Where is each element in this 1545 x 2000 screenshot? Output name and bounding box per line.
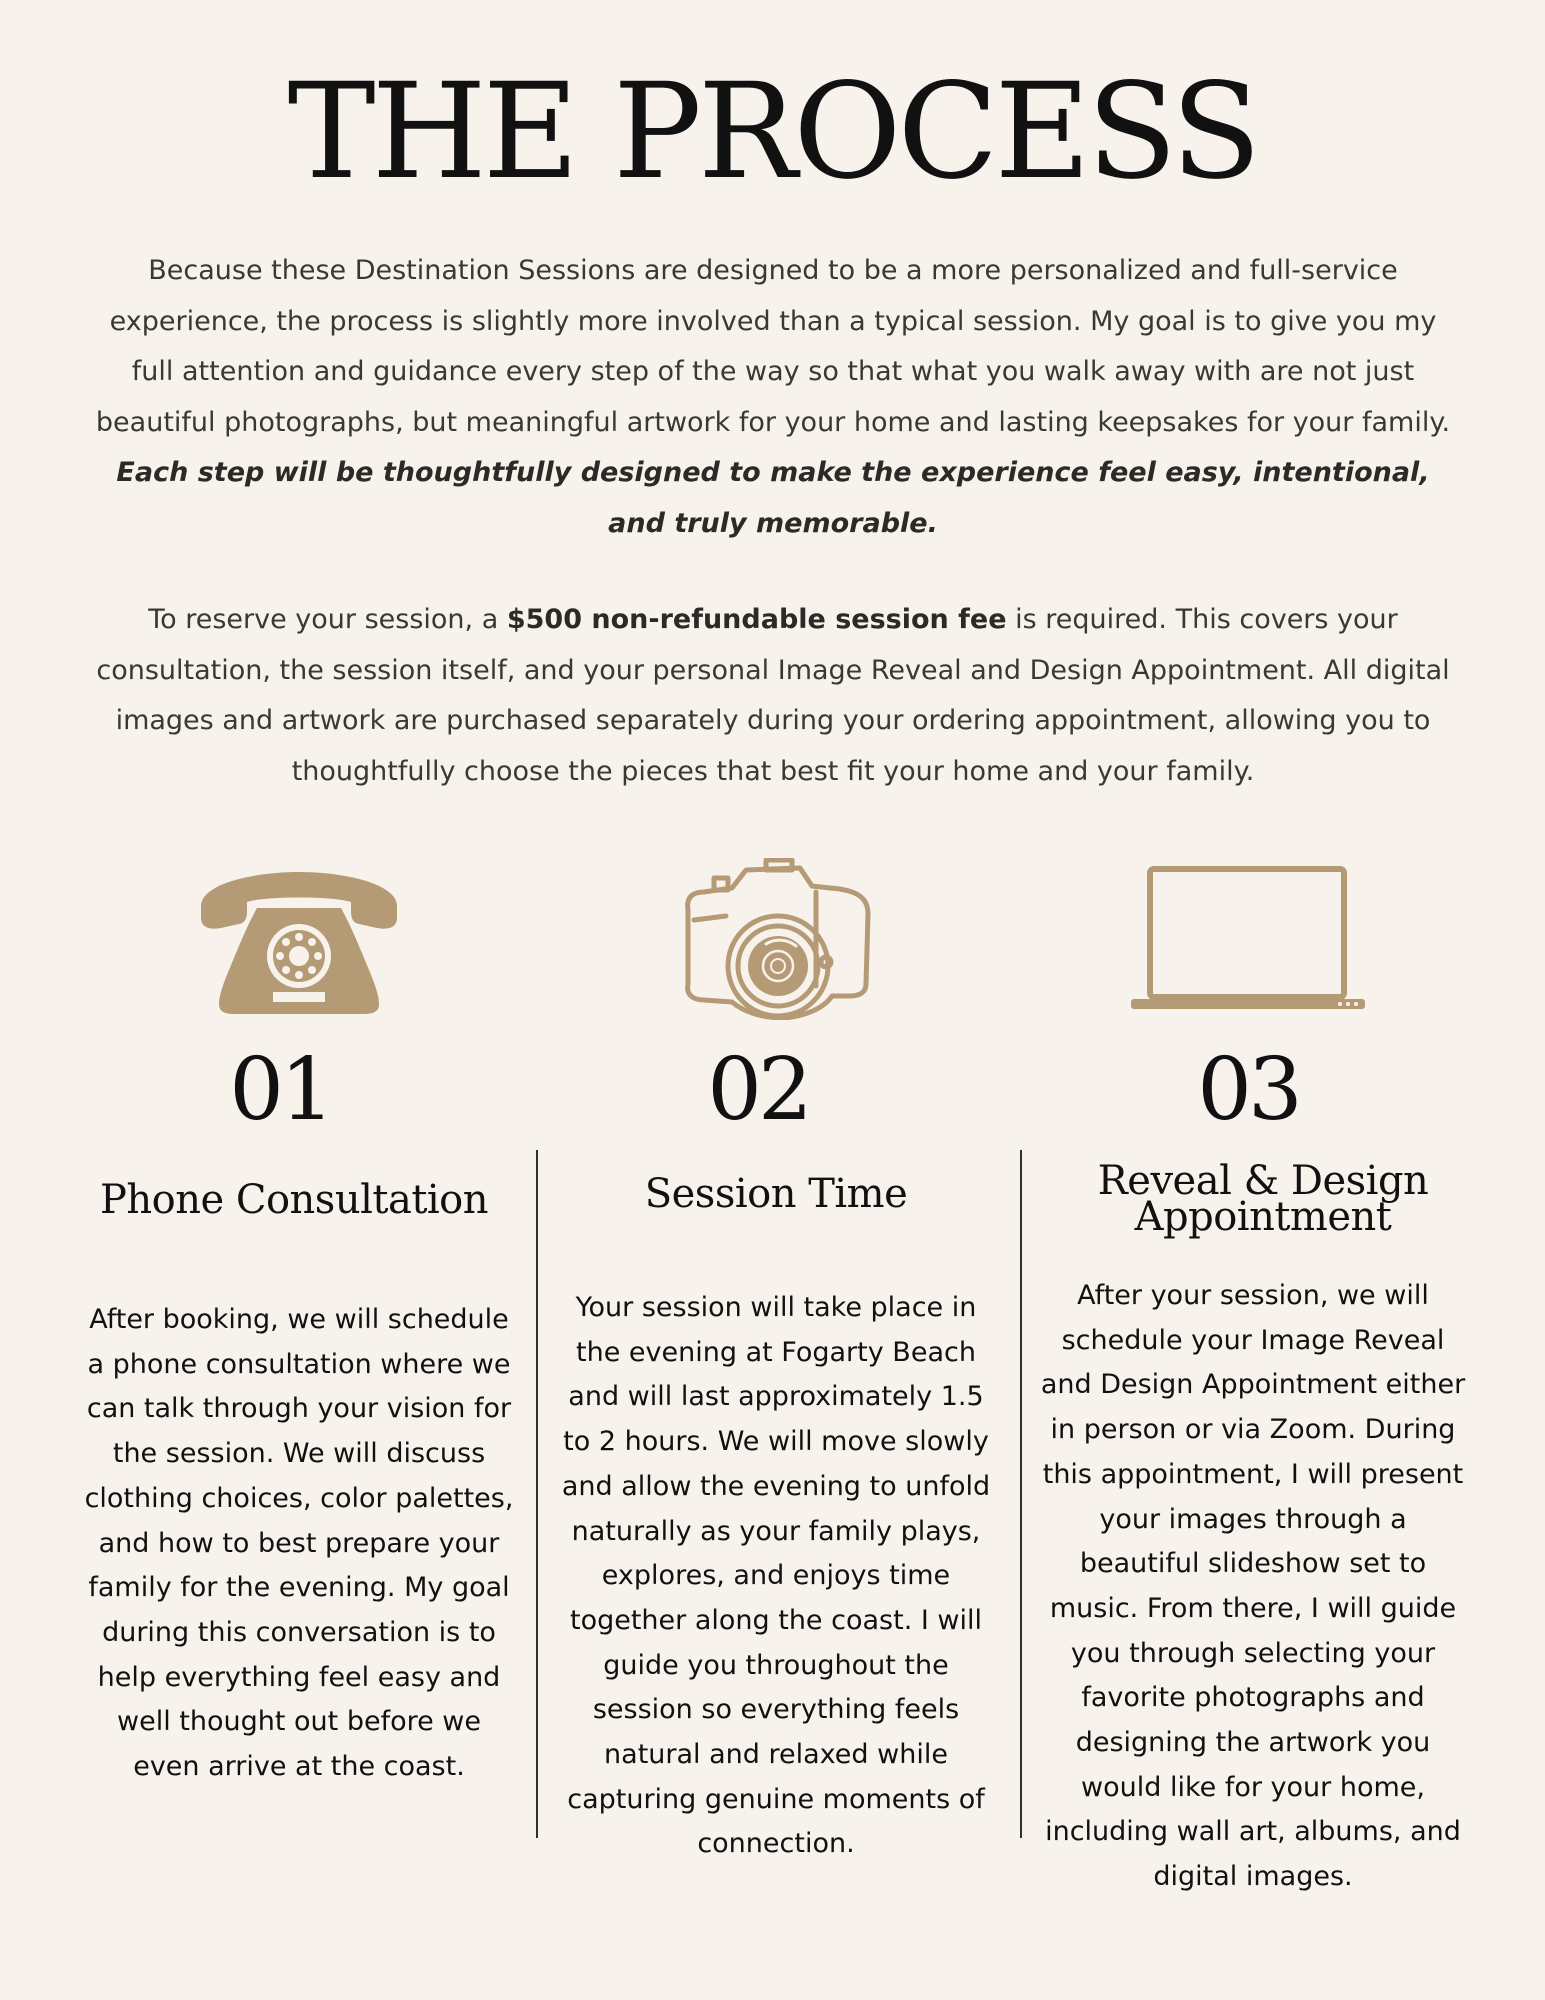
step-title-reveal-design: Reveal & Design Appointment (1097, 1158, 1429, 1240)
step-title-session-time: Session Time (644, 1171, 908, 1217)
camera-icon (680, 858, 874, 1020)
intro-paragraph (88, 246, 1458, 549)
column-divider (536, 1150, 538, 1838)
fee-paragraph (88, 595, 1458, 797)
intro-text: Because these Destination Sessions are designed to be a more personalized and full-service experience, the process is slightly more involved than a typical session. My goal is to give you my full attention and guidance every step of the way so that what you walk away with are not just beautiful photographs, but meaningful artwork for your home and lasting keepsakes for your family. (95, 255, 1451, 438)
laptop-icon (1128, 866, 1368, 1012)
fee-text-after: is required. This covers your consultation, the session itself, and your personal Image Reveal and Design Appointment. All digital images and artwork are purchased separately during your ordering appointment, allowing you to thoughtfully choose the pieces that best fit your home and your family. (96, 604, 1450, 787)
column-divider (1020, 1150, 1022, 1838)
page-title: THE PROCESS (287, 55, 1258, 209)
intro-emphasis: Each step will be thoughtfully designed to make the experience feel easy, intentional, and truly memorable. (116, 457, 1430, 539)
step-body-reveal-design: After your session, we will schedule your Image Reveal and Design Appointment either in person or via Zoom. During this appointment, I will present your images through a beautiful slideshow set to music. From there, I will guide you through selecting your favorite photographs and designing the artwork you would like for your home, including wall art, albums, and digital images. (1040, 1280, 1466, 1893)
step-number-02: 02 (707, 1040, 809, 1140)
step-number-01: 01 (229, 1040, 331, 1140)
step-title-phone-consultation: Phone Consultation (99, 1177, 489, 1223)
step-body-phone-consultation: After booking, we will schedule a phone consultation where we can talk through your vision for the session. We will discuss clothing choices, color palettes, and how to best prepare your family for the evening. My goal during this conversation is to help everything feel easy and well thought out before we even arrive at the coast. (84, 1304, 514, 1783)
fee-text-before: To reserve your session, a (148, 604, 507, 635)
telephone-icon (193, 866, 405, 1016)
step-body-session-time: Your session will take place in the evening at Fogarty Beach and will last approximately 1.5 to 2 hours. We will move slowly and allow the evening to unfold naturally as your family plays, explores, and enjoys time together along the coast. I will guide you throughout the session so everything feels natural and relaxed while capturing genuine moments of connection. (561, 1292, 991, 1860)
step-number-03: 03 (1197, 1040, 1299, 1140)
fee-amount: $500 non-refundable session fee (506, 604, 1007, 635)
